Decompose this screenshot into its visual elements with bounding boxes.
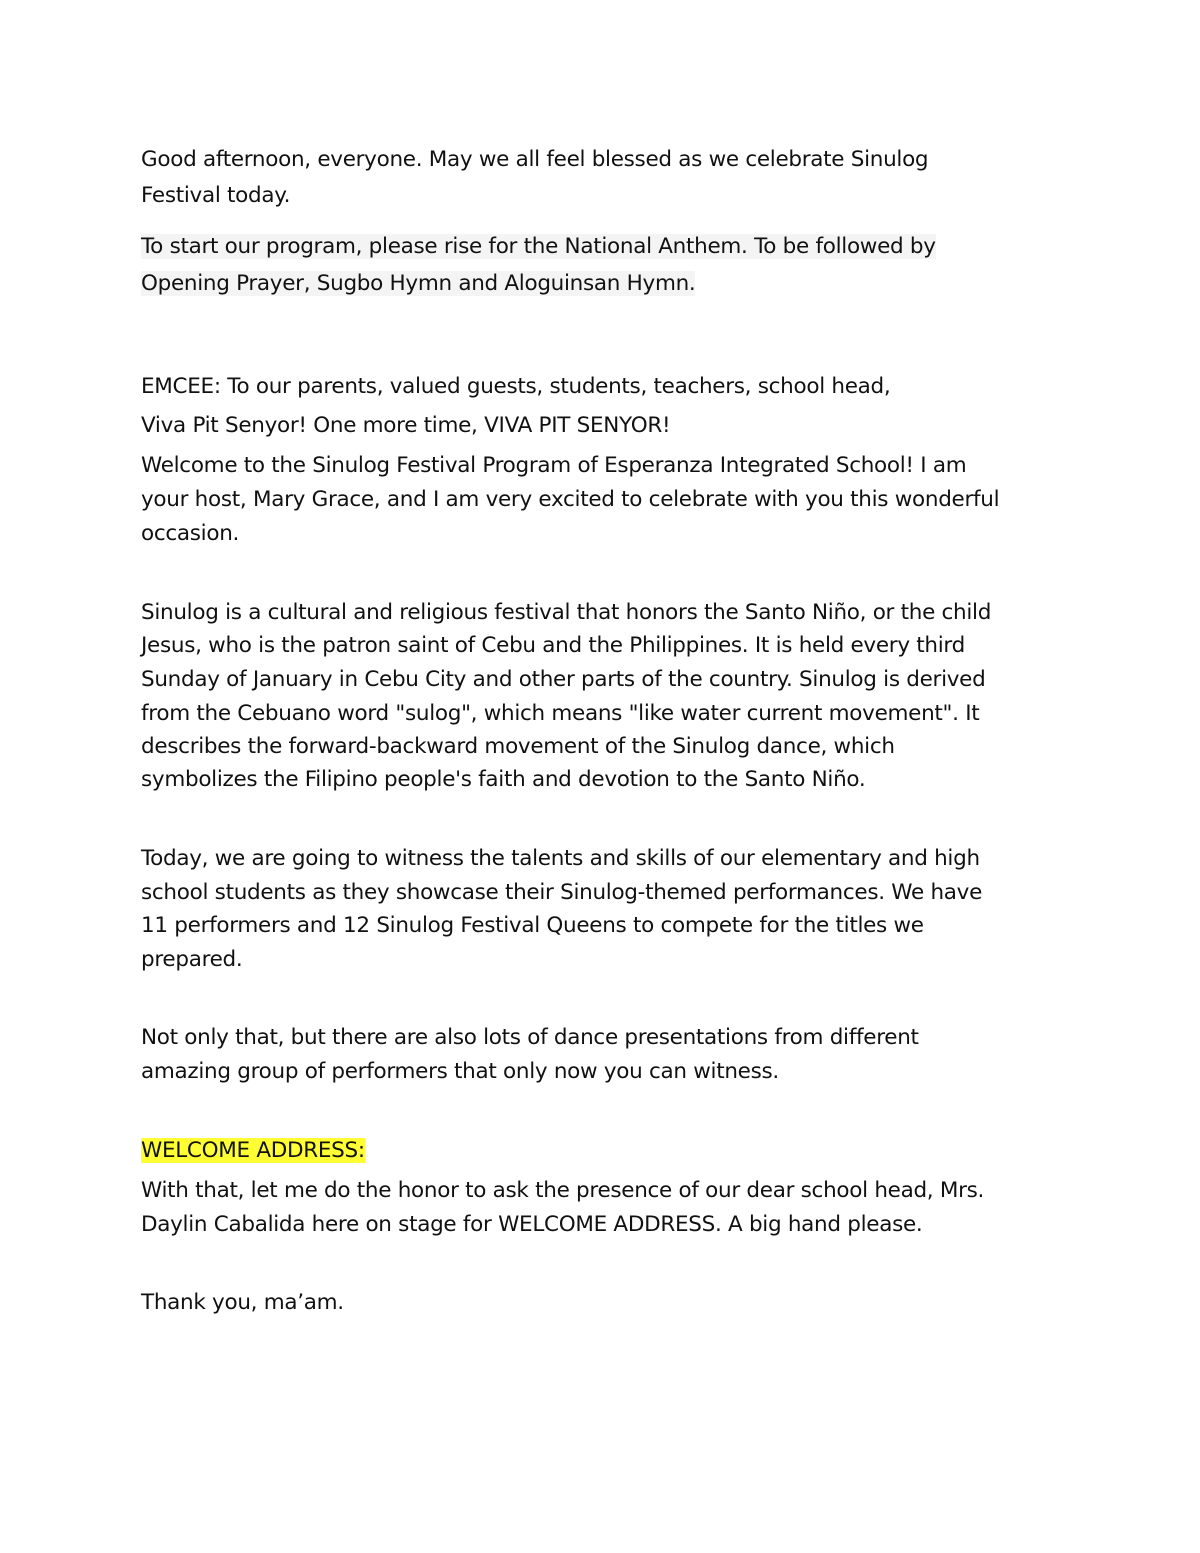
paragraph-emcee-line-2: Viva Pit Senyor! One more time, VIVA PIT SENYOR!: [141, 413, 671, 438]
paragraph-sinulog-line-5: describes the forward-backward movement of the Sinulog dance, which: [141, 734, 895, 759]
paragraph-sinulog-line-4: from the Cebuano word "sulog", which means "like water current movement". It: [141, 701, 980, 726]
closing-line: Thank you, ma’am.: [141, 1290, 344, 1315]
paragraph-welcome-line-2: Daylin Cabalida here on stage for WELCOME ADDRESS. A big hand please.: [141, 1212, 923, 1237]
paragraph-sinulog-line-6: symbolizes the Filipino people's faith and devotion to the Santo Niño.: [141, 767, 866, 792]
paragraph-emcee-line-1: EMCEE: To our parents, valued guests, students, teachers, school head,: [141, 374, 891, 399]
paragraph-today-line-3: 11 performers and 12 Sinulog Festival Queens to compete for the titles we: [141, 913, 924, 938]
paragraph-today-line-1: Today, we are going to witness the talents and skills of our elementary and high: [141, 846, 980, 871]
paragraph-not-only-line-1: Not only that, but there are also lots of dance presentations from different: [141, 1025, 919, 1050]
paragraph-not-only-line-2: amazing group of performers that only now you can witness.: [141, 1059, 779, 1084]
welcome-address-heading: [141, 1134, 365, 1168]
paragraph-sinulog-line-2: Jesus, who is the patron saint of Cebu and the Philippines. It is held every third: [141, 633, 965, 658]
paragraph-welcome-line-1: With that, let me do the honor to ask the presence of our dear school head, Mrs.: [141, 1178, 985, 1203]
paragraph-program-start-line-2: [141, 267, 695, 301]
text-span: To start our program, please rise for the National Anthem. To be followed by: [141, 234, 936, 259]
paragraph-emcee-line-5: occasion.: [141, 521, 240, 546]
paragraph-greeting-line-2: Festival today.: [141, 183, 291, 208]
paragraph-emcee-line-3: Welcome to the Sinulog Festival Program of Esperanza Integrated School! I am: [141, 453, 967, 478]
paragraph-sinulog-line-3: Sunday of January in Cebu City and other parts of the country. Sinulog is derived: [141, 667, 986, 692]
paragraph-emcee-line-4: your host, Mary Grace, and I am very excited to celebrate with you this wonderful: [141, 487, 1000, 512]
paragraph-sinulog-line-1: Sinulog is a cultural and religious festival that honors the Santo Niño, or the child: [141, 600, 992, 625]
paragraph-today-line-2: school students as they showcase their Sinulog-themed performances. We have: [141, 880, 983, 905]
paragraph-greeting-line-1: Good afternoon, everyone. May we all feel blessed as we celebrate Sinulog: [141, 147, 929, 172]
highlighted-text: WELCOME ADDRESS:: [141, 1138, 365, 1163]
paragraph-today-line-4: prepared.: [141, 947, 243, 972]
paragraph-program-start-line-1: [141, 230, 936, 264]
text-span: Opening Prayer, Sugbo Hymn and Aloguinsan Hymn.: [141, 271, 696, 296]
